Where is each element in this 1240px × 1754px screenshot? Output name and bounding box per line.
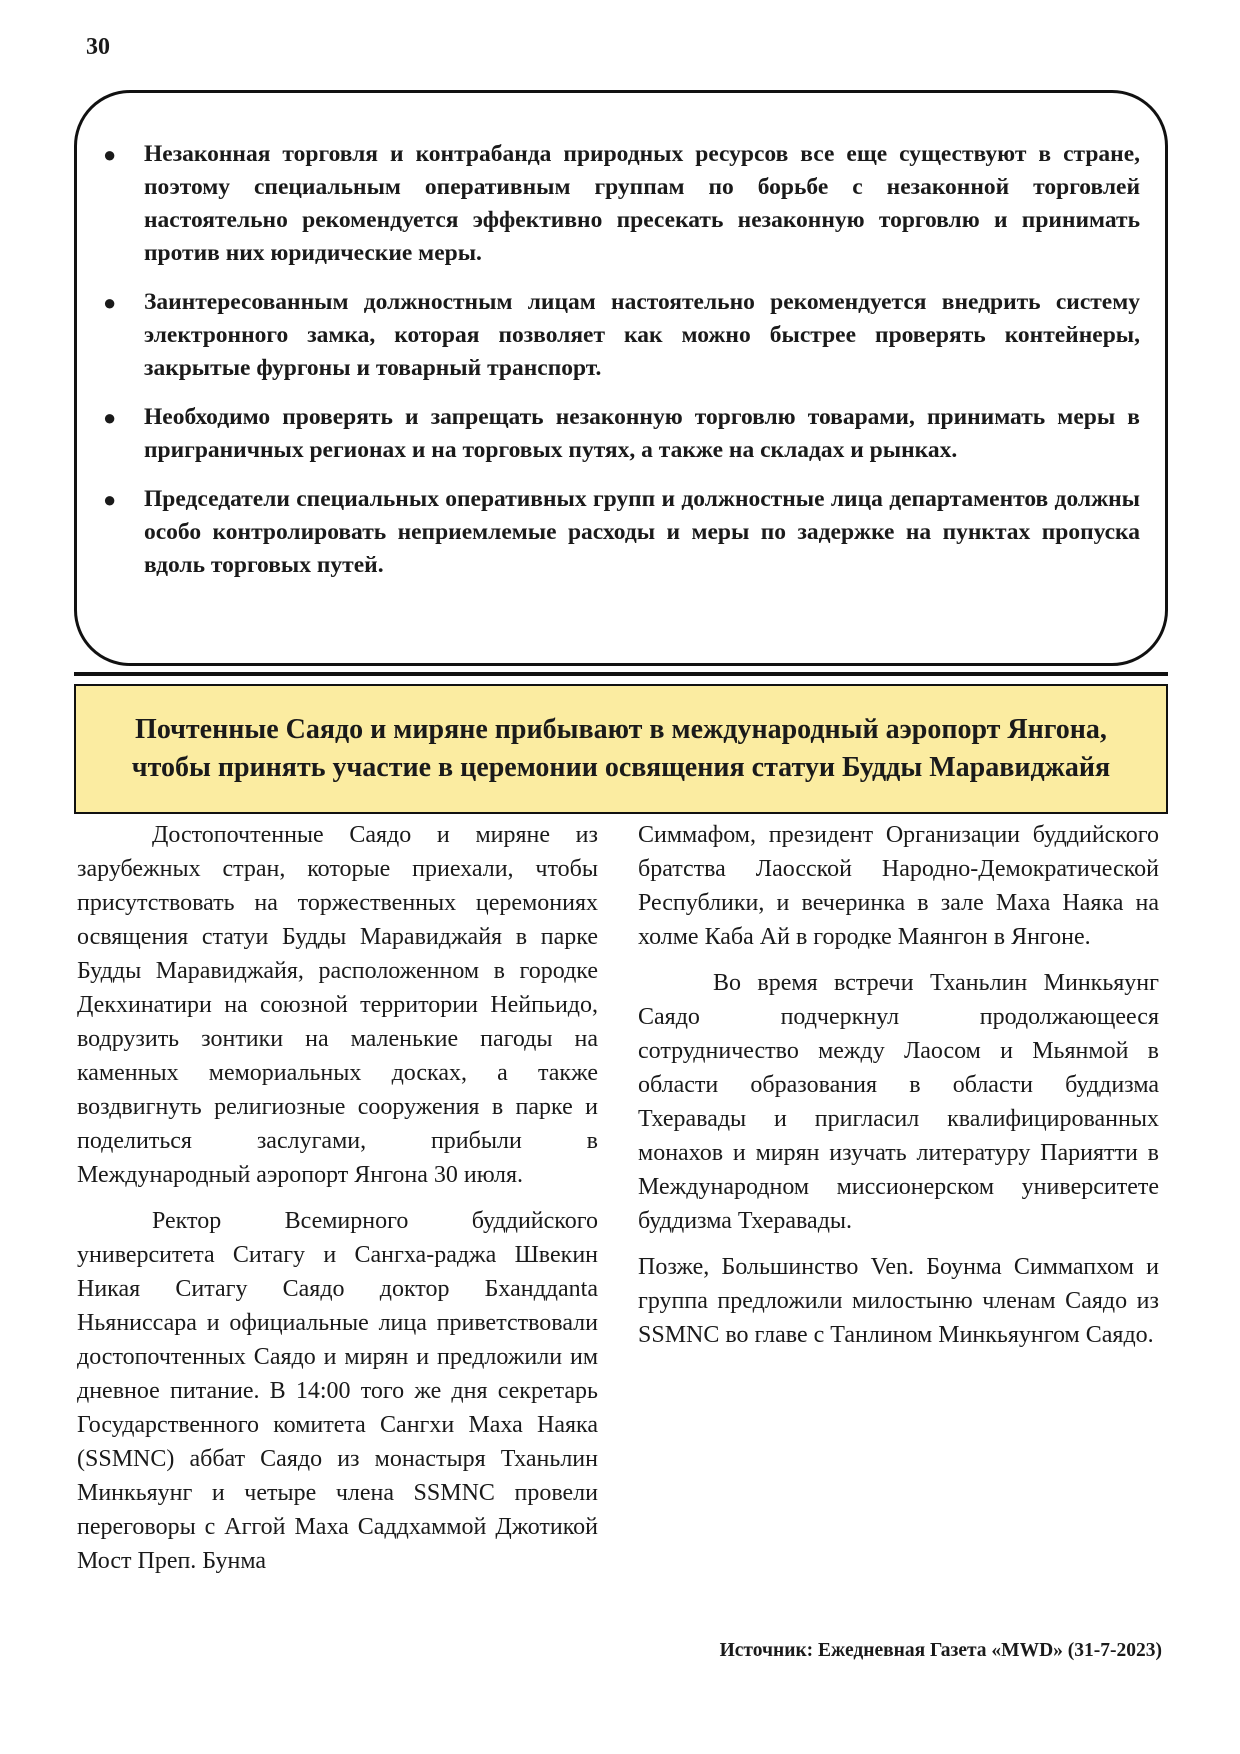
bullet-dot-icon: ● <box>103 290 117 315</box>
article-paragraph: Позже, Большинство Ven. Боунма Симмапхом и группа предложили милостыню членам Саядо из SSMNC во главе с Танлином Минкьяунгом Саядо. <box>638 1254 1159 1348</box>
article-paragraph: Симмафом, президент Организации буддийского братства Лаосской Народно-Демократической Республики, и вечеринка в зале Маха Наяка на холме Каба Ай в городке Маянгон в Янгоне. <box>638 822 1159 950</box>
article-paragraph: Ректор Всемирного буддийского университета Ситагу и Сангха-раджа Швекин Никая Ситагу Саядо доктор Бханддanta Ньяниссара и официальные лица приветствовали достопочтенных Саядо и мирян и предложили им дневное питание. В 14:00 того же дня секретарь Государственного комитета Сангхи Маха Наяка (SSMNC) аббат Саядо из монастыря Тханьлин Минкьяунг и четыре члена SSMNC провели переговоры с Аггой Маха Саддхаммой Джотикой Мост Преп. Бунма <box>77 1208 598 1574</box>
article-source: Источник: Ежедневная Газета «MWD» (31-7-2023) <box>719 1640 1162 1661</box>
recommendation-text: Необходимо проверять и запрещать незаконную торговлю товарами, принимать меры в приграничных регионах и на торговых путях, а также на складах и рынках. <box>144 404 1140 463</box>
article-column-right <box>638 818 1159 1364</box>
article-paragraph: Во время встречи Тханьлин Минкьяунг Саядо подчеркнул продолжающееся сотрудничество между Лаосом и Мьянмой в области образования в области буддизма Тхеравады и пригласил квалифицированных монахов и мирян изучать литературу Париятти в Международном миссионерском университете буддизма Тхеравады. <box>638 970 1159 1234</box>
section-divider <box>74 672 1168 676</box>
article-headline: Почтенные Саядо и миряне прибывают в международный аэропорт Янгона, чтобы принять участие в церемонии освящения статуи Будды Маравиджайя <box>131 714 1111 783</box>
article-column-left <box>77 818 598 1590</box>
recommendation-text: Незаконная торговля и контрабанда природных ресурсов все еще существуют в стране, поэтому специальным оперативным группам по борьбе с незаконной торговлей настоятельно рекомендуется эффективно пресекать незаконную торговлю и принимать против них юридические меры. <box>144 141 1140 266</box>
recommendation-text: Председатели специальных оперативных групп и должностные лица департаментов должны особо контролировать неприемлемые расходы и меры по задержке на пунктах пропуска вдоль торговых путей. <box>144 486 1140 578</box>
recommendations-list <box>100 138 1140 598</box>
bullet-dot-icon: ● <box>103 142 117 167</box>
bullet-dot-icon: ● <box>103 487 117 512</box>
bullet-dot-icon: ● <box>103 405 117 430</box>
article-headline-box <box>74 684 1168 814</box>
recommendation-item <box>100 483 1140 582</box>
recommendation-item <box>100 401 1140 467</box>
recommendation-item <box>100 286 1140 385</box>
article-paragraph: Достопочтенные Саядо и миряне из зарубежных стран, которые приехали, чтобы присутствовать на торжественных церемониях освящения статуи Будды Маравиджайя в парке Будды Маравиджайя, расположенном в городке Декхинатири на союзной территории Нейпьидо, водрузить зонтики на маленькие пагоды на каменных мемориальных досках, а также воздвигнуть религиозные сооружения в парке и поделиться заслугами, прибыли в Международный аэропорт Янгона 30 июля. <box>77 822 598 1188</box>
recommendation-item <box>100 138 1140 270</box>
recommendation-text: Заинтересованным должностным лицам настоятельно рекомендуется внедрить систему электронного замка, которая позволяет как можно быстрее проверять контейнеры, закрытые фургоны и товарный транспорт. <box>144 289 1140 381</box>
page-number: 30 <box>86 34 110 60</box>
